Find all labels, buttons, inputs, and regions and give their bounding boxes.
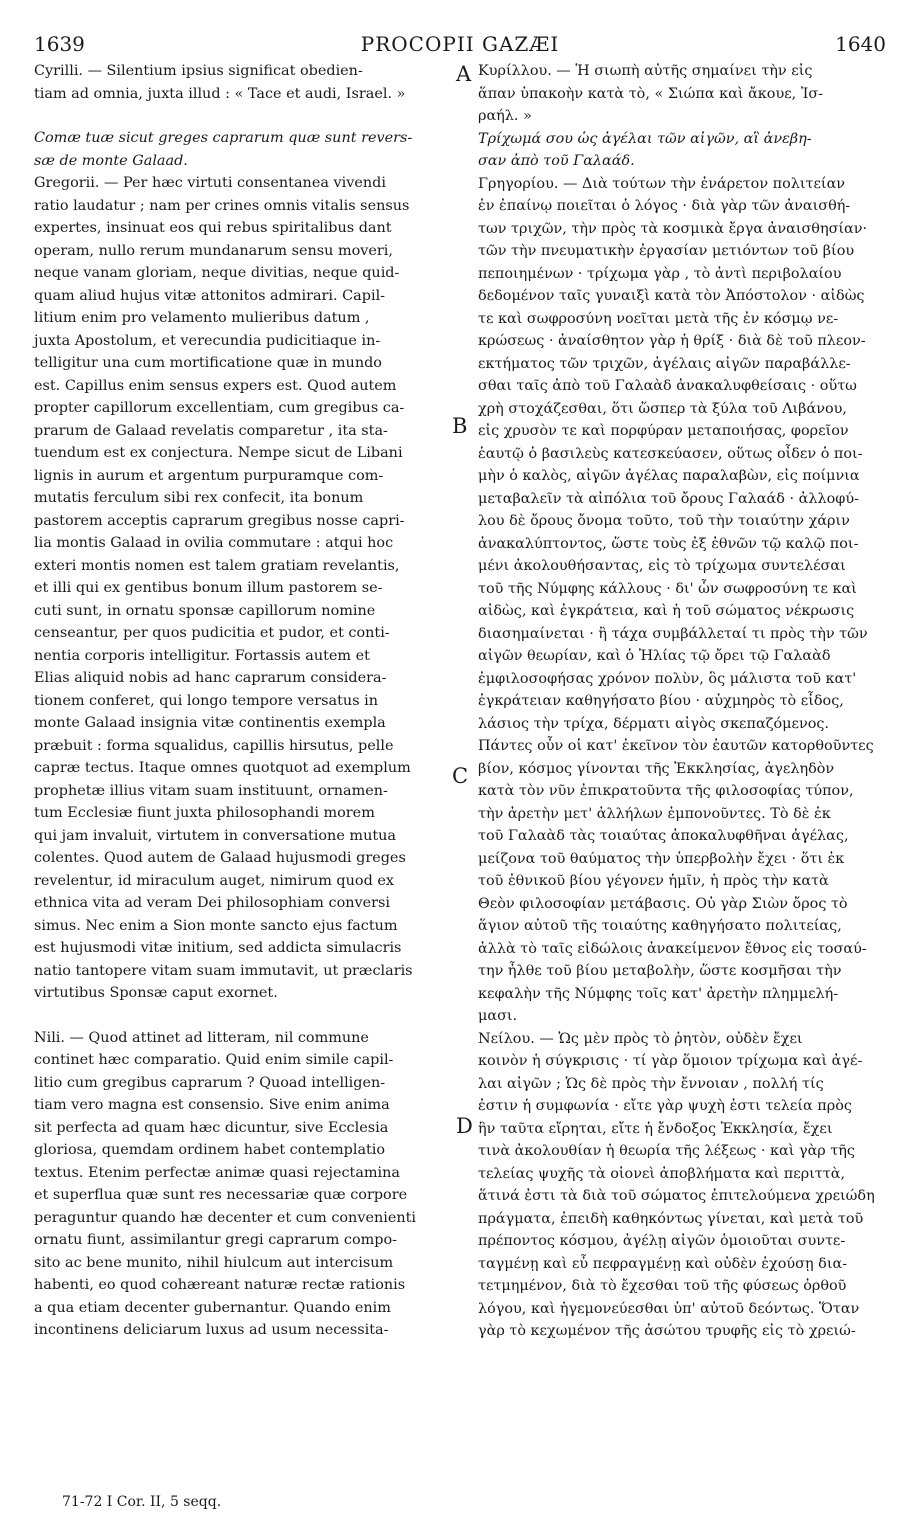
text-line: gloriosa, quemdam ordinem habet contemplatio [34, 1142, 386, 1158]
text-line: natio tantopere vitam suam immutavit, ut præclaris [34, 962, 413, 979]
text-line: tum Ecclesiæ fiunt juxta philosophandi morem [34, 805, 375, 821]
text-line: τε καὶ σωφροσύνη νοεῖται μετὰ τῆς ἐν κόσμῳ νε- [478, 310, 839, 327]
text-line: et superflua quæ sunt res necessariæ quæ corpore [34, 1187, 408, 1203]
text-line: κατὰ τὸν νῦν ἐπικρατοῦντα τῆς φιλοσοφίας τύπον, [478, 783, 854, 799]
text-line: μασι. [478, 1008, 518, 1024]
text-line: præbuit : forma squalidus, capillis hirsutus, pelle [34, 737, 394, 754]
text-line: τελείας ψυχῆς τὰ οἱονεὶ ἀποβλήματα καὶ περιττὰ, [478, 1165, 846, 1182]
latin-verse-lemma [34, 127, 454, 172]
text-line: et illi qui ex gentibus bonum illum pastorem se- [34, 580, 383, 596]
text-line: σθαι ταῖς ἀπὸ τοῦ Γαλαὰδ ἀνακαλυφθείσαις · οὕτω [478, 378, 857, 394]
text-line: πεποιημένων · τρίχωμα γὰρ , τὸ ἀντὶ περιβολαίου [478, 265, 842, 282]
text-line: nentia corporis intelligitur. Fortassis autem et [34, 647, 370, 664]
text-line: incontinens deliciarum luxus ad usum necessita- [34, 1322, 389, 1338]
text-line: ἅγιον αὐτοῦ τῆς τοιαύτης καθηγήσατο πολιτείας, [478, 918, 842, 934]
text-line: Gregorii. — Per hæc virtuti consentanea vivendi [34, 175, 386, 191]
text-line: ratio laudatur ; nam per crines omnis vitalis sensus [34, 197, 410, 214]
text-line: εκτήματος τῶν τριχῶν, ἀγέλαις αἰγῶν παραβάλλε- [478, 355, 851, 372]
text-line: ἐμφιλοσοφήσας χρόνον πολὺν, ὃς μάλιστα τοῦ κατ' [478, 670, 857, 687]
text-line: prophetæ illius vitam suam instituunt, ornamen- [34, 782, 388, 799]
text-line: σαν ἀπὸ τοῦ Γαλαάδ. [478, 153, 635, 169]
text-line: ραήλ. » [478, 108, 532, 124]
text-line: Elias aliquid nobis ad hanc caprarum considera- [34, 670, 387, 686]
text-line: lignis in aurum et argentum purpuramque com- [34, 467, 384, 484]
text-line: τετμημένον, διὰ τὸ ἔχεσθαι τοῦ τῆς φύσεως ὀρθοῦ [478, 1278, 847, 1294]
text-line: tionem conferet, qui longo tempore versatus in [34, 692, 379, 709]
text-line: Nili. — Quod attinet ad litteram, nil commune [34, 1029, 369, 1046]
latin-nilus-paragraph [34, 1027, 454, 1342]
text-line: Τρίχωμά σου ὡς ἀγέλαι τῶν αἰγῶν, αἳ ἀνεβη- [478, 130, 812, 147]
text-line: ethnica vita ad veram Dei philosophiam conversi [34, 895, 391, 911]
text-line: juxta Apostolum, et verecundia pudicitiaque in- [34, 332, 381, 349]
text-line: tuendum est ex conjectura. Nempe sicut de Libani [34, 445, 403, 461]
text-line: propter capillorum excellentiam, cum gregibus ca- [34, 400, 405, 416]
text-line: μένι ἀκολουθήσαντας, εἰς τὸ τρίχωμα συντελέσαι [478, 558, 846, 574]
text-line: ἣν ταῦτα εἴρηται, εἴτε ἡ ἔνδοξος Ἐκκλησία, ἔχει [478, 1120, 833, 1137]
margin-letter-b: B [452, 414, 468, 438]
latin-cyril-paragraph [34, 60, 454, 105]
text-line: ἅτινά ἐστι τὰ διὰ τοῦ σώματος ἐπιτελούμενα χρειώδη [478, 1188, 875, 1204]
text-line: μὴν ὁ καλὸς, αἰγῶν ἀγέλας παραλαβὼν, εἰς ποίμνια [478, 468, 860, 484]
text-line: est. Capillus enim sensus expers est. Quod autem [34, 377, 397, 394]
text-line: pastorem acceptis caprarum gregibus nosse capri- [34, 512, 405, 529]
text-line: sito ac bene munito, nihil hiulcum aut intercisum [34, 1254, 394, 1271]
text-line: telligitur una cum mortificatione quæ in mundo [34, 355, 382, 371]
text-line: simus. Nec enim a Sion monte sancto ejus factum [34, 917, 398, 934]
text-line: Comæ tuæ sicut greges caprarum quæ sunt revers- [34, 130, 413, 146]
text-line: τὴν ἀρετὴν μετ' ἀλλήλων ἐμπονοῦντες. Τὸ δὲ ἐκ [478, 805, 831, 822]
latin-column [34, 60, 454, 1342]
margin-letter-c: C [452, 764, 469, 788]
text-line: est hujusmodi vitæ initium, sed addicta simulacris [34, 940, 402, 956]
text-line: τοῦ Γαλαὰδ τὰς τοιαύτας ἀποκαλυφθῆναι ἀγέλας, [478, 828, 849, 844]
text-line: litium enim pro velamento mulieribus datum , [34, 310, 370, 326]
text-line: μεταβαλεῖν τὰ αἰπόλια τοῦ ὄρους Γαλαάδ · ἀλλοφύ- [478, 490, 859, 507]
text-line: τοῦ ἐθνικοῦ βίου γέγονεν ἡμῖν, ἡ πρὸς τὴν κατὰ [478, 873, 829, 889]
text-line: ἀλλὰ τὸ ταῖς εἰδώλοις ἀνακείμενον ἔθνος εἰς τοσαύ- [478, 940, 867, 957]
text-line: sit perfecta ad quam hæc dicuntur, sive Ecclesia [34, 1119, 389, 1136]
text-line: πρέποντος κόσμου, ἀγέλῃ αἰγῶν ὁμοιοῦται συντε- [478, 1233, 846, 1249]
text-line: χρὴ στοχάζεσθαι, ὅτι ὥσπερ τὰ ξύλα τοῦ Λιβάνου, [478, 400, 847, 417]
page-number-left: 1639 [34, 32, 85, 56]
page-number-right: 1640 [835, 32, 886, 56]
text-line: δεδομένον ταῖς γυναιξὶ κατὰ τὸν Ἀπόστολον · αἰδὼς [478, 288, 865, 304]
text-line: prarum de Galaad revelatis comparetur , ita sta- [34, 422, 388, 439]
text-line: qui jam invaluit, virtutem in conversatione mutua [34, 827, 396, 844]
text-line: Κυρίλλου. — Ἡ σιωπὴ αὐτῆς σημαίνει τὴν εἰς [478, 63, 813, 79]
text-line: ἐστιν ἡ συμφωνία · εἴτε γὰρ ψυχὴ ἐστι τελεία πρὸς [478, 1098, 852, 1114]
text-line: neque vanam gloriam, neque divitias, neque quid- [34, 265, 400, 281]
text-line: mutatis ferculum sibi rex confecit, ita bonum [34, 490, 364, 506]
text-line: Πάντες οὖν οἱ κατ' ἐκεῖνον τὸν ἑαυτῶν κατορθοῦντες [478, 738, 874, 754]
text-line: την ἦλθε τοῦ βίου μεταβολὴν, ὥστε κοσμῆσαι τὴν [478, 963, 842, 979]
text-line: τοῦ τῆς Νύμφης κάλλους · δι' ὧν σωφροσύνη τε καὶ [478, 580, 857, 597]
text-line: censeantur, per quos pudicitia et pudor, et conti- [34, 625, 390, 641]
text-line: Θεὸν φιλοσοφίαν μετάβασις. Οὐ γὰρ Σιὼν ὄρος τὸ [478, 895, 848, 912]
text-line: virtutibus Sponsæ caput exornet. [34, 985, 278, 1001]
greek-nilus-paragraph [478, 1028, 890, 1343]
text-line: εἰς χρυσὸν τε καὶ πορφύραν μεταποιήσας, φορεῖον [478, 423, 849, 439]
text-line: λου δὲ ὄρους ὄνομα τοῦτο, τοῦ τὴν τοιαύτην χάριν [478, 513, 850, 529]
text-line: ἐγκράτειαν καθηγήσατο βίου · αὐχμηρὸς τὸ εἶδος, [478, 693, 844, 709]
text-line: βίον, κόσμος γίνονται τῆς Ἐκκλησίας, ἀγεληδὸν [478, 760, 835, 777]
text-line: Γρηγορίου. — Διὰ τούτων τὴν ἐνάρετον πολιτείαν [478, 175, 846, 192]
text-line: peraguntur quando hæ decenter et cum convenienti [34, 1209, 417, 1226]
text-line: διασημαίνεται · ἢ τάχα συμβάλλεταί τι πρὸς τὴν τῶν [478, 625, 868, 642]
text-line: a qua etiam decenter gubernantur. Quando enim [34, 1299, 391, 1316]
text-line: cuti sunt, in ornatu sponsæ capillorum nomine [34, 602, 376, 619]
text-line: κοινὸν ἡ σύγκρισις · τί γὰρ ὅμοιον τρίχωμα καὶ ἀγέ- [478, 1053, 863, 1069]
text-line: ἑαυτῷ ὁ βασιλεὺς κατεσκεύασεν, οὕτως οἶδεν ὁ ποι- [478, 445, 863, 462]
text-line: αἰδὼς, καὶ ἐγκράτεια, καὶ ἡ τοῦ σώματος νέκρωσις [478, 603, 855, 619]
text-line: tiam ad omnia, juxta illud : « Tace et audi, Israel. » [34, 85, 406, 102]
text-line: Νείλου. — Ὡς μὲν πρὸς τὸ ῥητὸν, οὐδὲν ἔχει [478, 1030, 803, 1047]
greek-verse-lemma [478, 128, 890, 173]
text-line: κρώσεως · ἀναίσθητον γὰρ ἡ θρίξ · διὰ δὲ τοῦ πλεον- [478, 333, 866, 349]
text-line: quam aliud hujus vitæ attonitos admirari. Capil- [34, 287, 386, 304]
text-line: ἅπαν ὑπακοὴν κατὰ τὸ, « Σιώπα καὶ ἄκουε, Ἰσ- [478, 85, 824, 102]
text-line: monte Galaad insignia vitæ continentis exempla [34, 715, 386, 731]
text-line: μείζονα τοῦ θαύματος τὴν ὑπερβολὴν ἔχει · ὅτι ἐκ [478, 850, 845, 867]
footnote: 71-72 I Cor. II, 5 seqq. [62, 1494, 222, 1510]
text-line: ornatu fiunt, assimilantur gregi caprarum compo- [34, 1232, 398, 1248]
text-line: ἐν ἐπαίνῳ ποιεῖται ὁ λόγος · διὰ γὰρ τῶν ἀναισθή- [478, 198, 851, 214]
text-line: sæ de monte Galaad. [34, 152, 188, 169]
text-line: ἀνακαλύπτοντος, ὥστε τοὺς ἐξ ἐθνῶν τῷ καλῷ ποι- [478, 535, 859, 552]
text-line: habenti, eo quod cohæreant naturæ rectæ rationis [34, 1277, 406, 1293]
text-line: revelentur, id miraculum auget, nimirum quod ex [34, 872, 394, 889]
text-line: κεφαλὴν τῆς Νύμφης τοῖς κατ' ἀρετὴν πλημμελή- [478, 985, 839, 1002]
margin-letter-d: D [456, 1114, 473, 1138]
margin-letter-a: A [456, 62, 472, 86]
running-title: PROCOPII GAZÆI [360, 32, 560, 56]
text-line: τῶν τὴν πνευματικὴν ἐργασίαν μετιόντων τοῦ βίου [478, 243, 855, 259]
text-line: capræ tectus. Itaque omnes quotquot ad exemplum [34, 760, 411, 776]
text-line: litio cum gregibus caprarum ? Quoad intelligen- [34, 1074, 386, 1091]
text-line: Cyrilli. — Silentium ipsius significat obedien- [34, 63, 363, 79]
text-line: πράγματα, ἐπειδὴ καθηκόντως γίνεται, καὶ μετὰ τοῦ [478, 1210, 864, 1227]
text-line: exteri montis nomen est talem gratiam revelantis, [34, 557, 400, 574]
latin-gregory-paragraph [34, 172, 454, 1005]
text-line: λάσιος τὴν τρίχα, δέρματι αἰγὸς σκεπαζόμενος. [478, 715, 830, 732]
text-line: textus. Etenim perfectæ animæ quasi rejectamina [34, 1164, 400, 1181]
text-line: operam, nullo rerum mundanarum sensu moveri, [34, 242, 393, 259]
text-line: colentes. Quod autem de Galaad hujusmodi greges [34, 850, 406, 866]
text-line: tiam vero magna est consensio. Sive enim anima [34, 1097, 390, 1113]
text-line: continet hæc comparatio. Quid enim simile capil- [34, 1052, 394, 1068]
greek-column [478, 60, 890, 1343]
text-line: expertes, insinuat eos qui rebus spiritalibus dant [34, 220, 392, 236]
text-line: τινὰ ἀκολουθίαν ἡ θεωρία τῆς λέξεως · καὶ γὰρ τῆς [478, 1143, 855, 1159]
text-line: λαι αἰγῶν ; Ὡς δὲ πρὸς τὴν ἔννοιαν , πολλή τίς [478, 1075, 824, 1092]
text-line: γὰρ τὸ κεχωμένον τῆς ἀσώτου τρυφῆς εἰς τὸ χρειώ- [478, 1323, 856, 1339]
text-line: lia montis Galaad in ovilia commutare : atqui hoc [34, 535, 394, 551]
text-line: των τριχῶν, τὴν πρὸς τὰ κοσμικὰ ἔργα ἀναισθησίαν· [478, 220, 868, 237]
text-line: ταγμένῃ καὶ εὖ πεφραγμένῃ καὶ οὐδὲν ἐχούσῃ δια- [478, 1255, 848, 1272]
greek-cyril-paragraph [478, 60, 890, 128]
greek-gregory-paragraph [478, 173, 890, 1028]
text-line: λόγου, καὶ ἡγεμονεύεσθαι ὑπ' αὐτοῦ δεόντως. Ὅταν [478, 1300, 860, 1317]
text-line: αἰγῶν θεωρίαν, καὶ ὁ Ἠλίας τῷ ὄρει τῷ Γαλαὰδ [478, 648, 831, 664]
